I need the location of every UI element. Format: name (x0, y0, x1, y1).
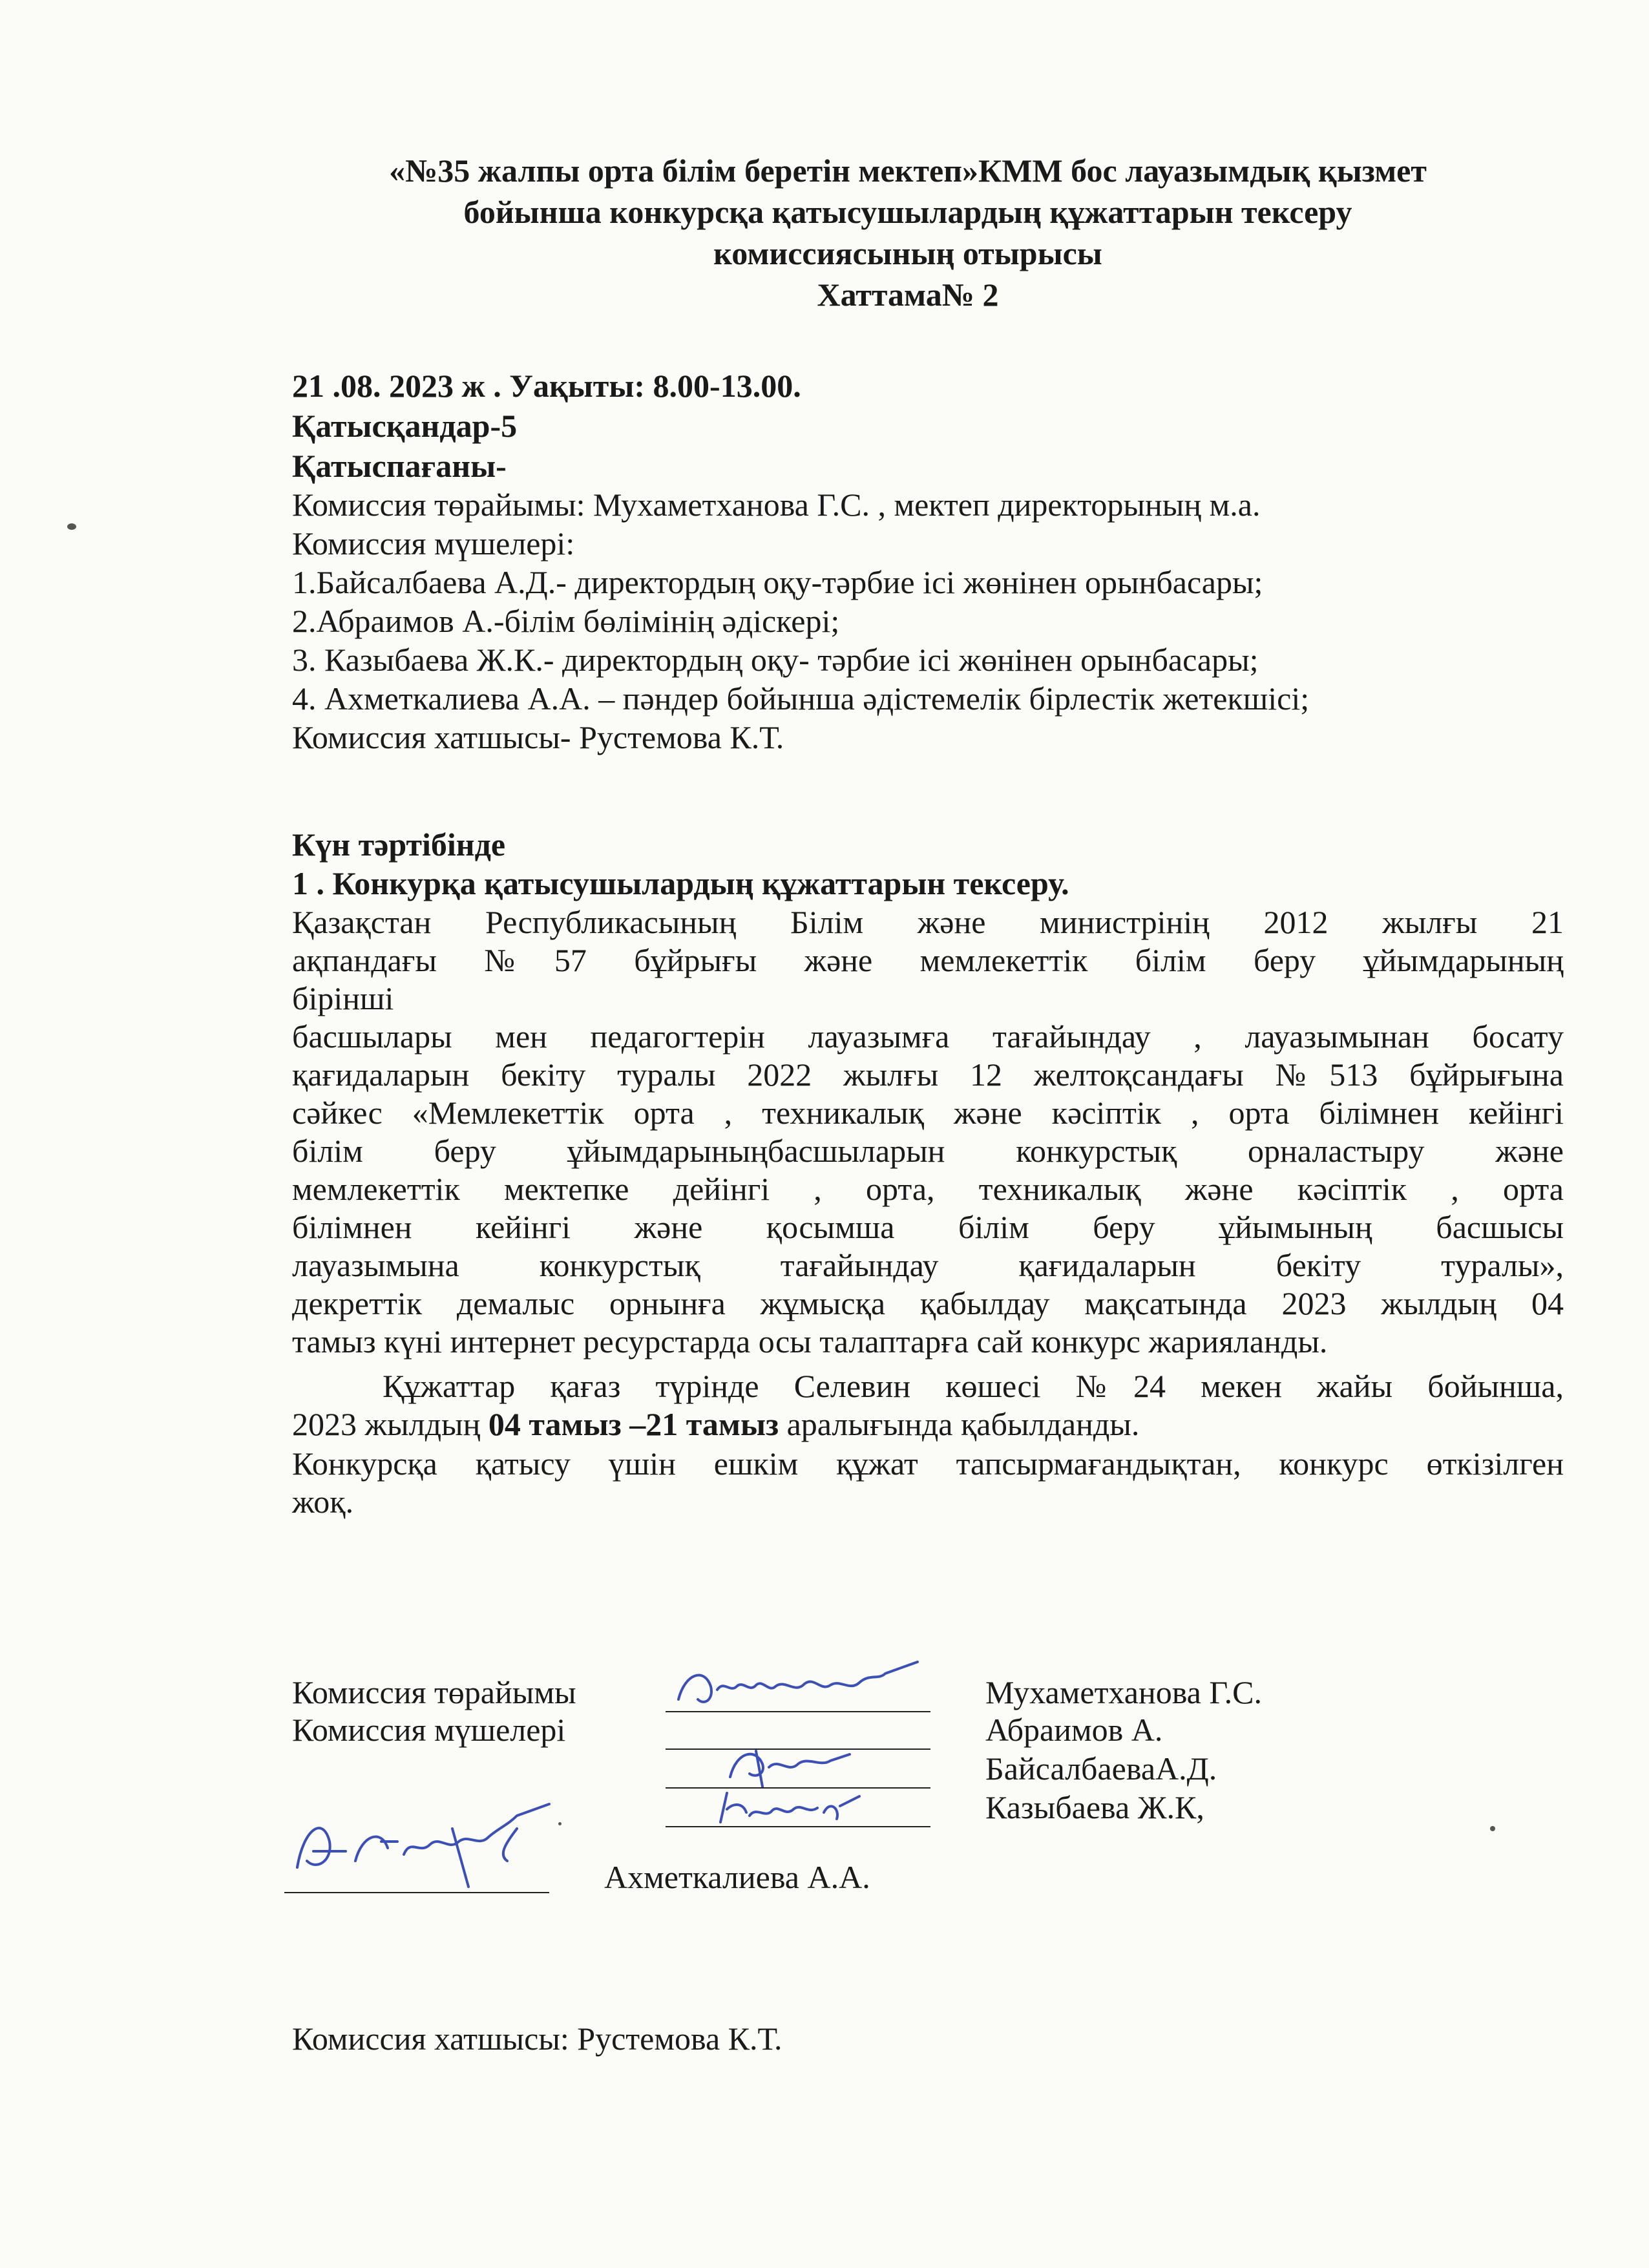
body-paragraph-3 (292, 1445, 1564, 1521)
p2-line-2 (292, 1405, 1564, 1444)
p1-line: басшылары мен педагогтерін лауазымға тағайындау , лауазымынан босату (292, 1018, 1564, 1055)
p1-line: қағидаларын бекіту туралы 2022 жылғы 12 желтоқсандағы №513 бұйрығына (292, 1056, 1564, 1093)
agenda-heading: Күн тәртібінде (292, 826, 506, 863)
p3-line-2: жоқ. (292, 1484, 354, 1520)
p1-line: бірінші (292, 980, 394, 1016)
title-line-3: комиссиясының отырысы (713, 235, 1102, 271)
sig-extra-line (284, 1892, 549, 1893)
sig-secretary: Комиссия хатшысы: Рустемова К.Т. (292, 2021, 782, 2057)
present-count: Қатысқандар-5 (292, 408, 518, 444)
sig-member-name-1: Абраимов А. (985, 1712, 1163, 1748)
member-2: 2.Абраимов А.-білім бөлімінің әдіскері; (292, 603, 840, 639)
p1-line: лауазымына конкурстық тағайындау қағидаларын бекіту туралы», (292, 1247, 1564, 1283)
p2-dates-bold: 04 тамыз –21 тамыз (488, 1406, 779, 1442)
p1-line: білімнен кейінгі және қосымша білім беру ұйымының басшысы (292, 1209, 1564, 1245)
p1-line: сәйкес «Мемлекеттік орта , техникалық және кәсіптік , орта білімнен кейінгі (292, 1095, 1564, 1131)
sig-extra-member-name: Ахметкалиева А.А. (604, 1859, 870, 1895)
member-signature-kazybaeva (711, 1783, 866, 1835)
meeting-date-time: 21 .08. 2023 ж . Уақыты: 8.00-13.00. (292, 368, 801, 404)
p1-line: ақпандағы №57 бұйрығы және мемлекеттік білім беру ұйымдарының (292, 942, 1564, 978)
members-heading: Комиссия мүшелері: (292, 525, 575, 562)
sig-member-name-2: БайсалбаеваА.Д. (985, 1750, 1217, 1787)
absent-count: Қатыспағаны- (292, 448, 507, 484)
commission-chair: Комиссия төрайымы: Мухаметханова Г.С. , мектеп директорының м.а. (292, 487, 1261, 523)
scan-speck (67, 523, 76, 530)
member-1: 1.Байсалбаева А.Д.- директордың оқу-тәрбие ісі жөнінен орынбасары; (292, 564, 1263, 600)
member-signature-akhmetkalieva (284, 1790, 562, 1900)
p1-line: декреттік демалыс орнынға жұмысқа қабылдау мақсатында 2023 жылдың 04 (292, 1285, 1564, 1321)
document-title (271, 150, 1544, 315)
protocol-number: Хаттама№ 2 (817, 277, 999, 313)
sig-members-label: Комиссия мүшелері (292, 1712, 566, 1748)
p1-line: білім беру ұйымдарыныңбасшыларын конкурстық орналастыру және (292, 1133, 1564, 1169)
body-paragraph-2 (292, 1367, 1564, 1444)
body-paragraph-1 (292, 903, 1564, 1361)
p1-line: тамыз күні интернет ресурстарда осы талаптарға сай конкурс жарияланды. (292, 1323, 1328, 1360)
scan-speck (1490, 1826, 1495, 1831)
commission-secretary: Комиссия хатшысы- Рустемова К.Т. (292, 719, 784, 755)
sig-member-line-3 (666, 1826, 930, 1827)
p2-text: 2023 жылдың (292, 1406, 488, 1442)
p1-line: Қазақстан Республикасының Білім және министрінің 2012 жылғы 21 (292, 904, 1564, 940)
sig-member-name-3: Казыбаева Ж.К, (985, 1789, 1204, 1825)
sig-chair-name: Мухаметханова Г.С. (985, 1674, 1262, 1710)
scan-speck (558, 1822, 562, 1825)
title-line-2: бойынша конкурсқа қатысушылардың құжаттарын тексеру (463, 194, 1352, 230)
member-4: 4. Ахметкалиева А.А. – пәндер бойынша әдістемелік бірлестік жетекшісі; (292, 680, 1310, 717)
agenda-item-1: 1 . Конкурқа қатысушылардың құжаттарын тексеру. (292, 865, 1069, 901)
p1-line: мемлекеттік мектепке дейінгі , орта, техникалық және кәсіптік , орта (292, 1171, 1564, 1207)
member-3: 3. Казыбаева Ж.К.- директордың оқу- тәрбие ісі жөнінен орынбасары; (292, 642, 1259, 678)
p2-text: аралығында қабылданды. (779, 1406, 1140, 1442)
title-line-1: «№35 жалпы орта білім беретін мектеп»КММ бос лауазымдық қызмет (389, 152, 1427, 189)
chair-signature (672, 1654, 930, 1719)
sig-chair-label: Комиссия төрайымы (292, 1674, 576, 1710)
p3-line-1: Конкурсқа қатысу үшін ешкім құжат тапсырмағандықтан, конкурс өткізілген (292, 1445, 1564, 1482)
p2-line-1: Құжаттар қағаз түрінде Селевин көшесі №24 мекен жайы бойынша, (383, 1368, 1564, 1404)
